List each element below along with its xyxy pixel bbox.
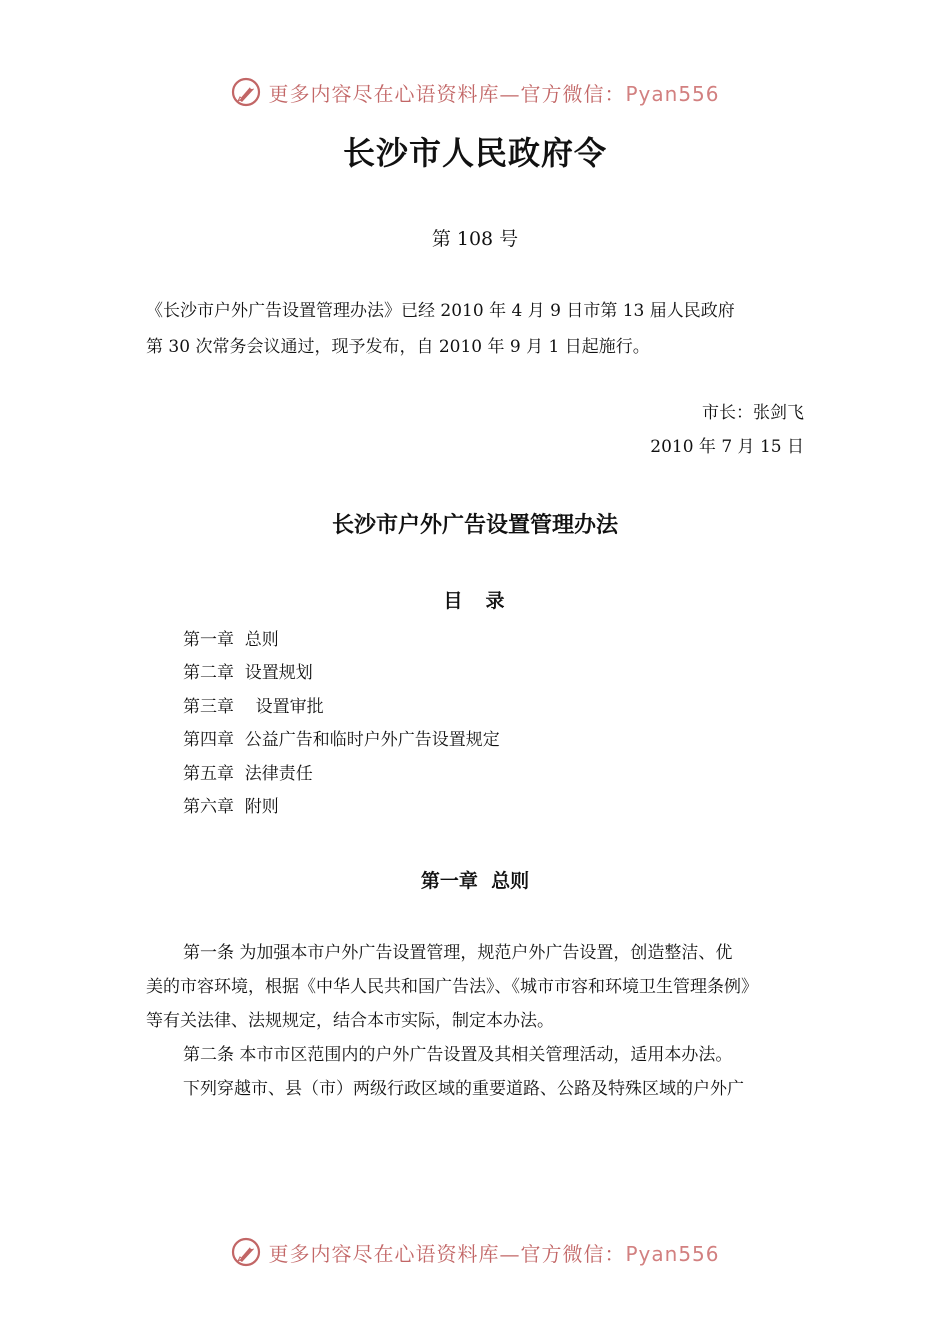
- watermark-banner-bottom: [0, 1232, 950, 1272]
- wechat-id: Pyan556: [625, 1241, 720, 1266]
- toc-item: 第一章 总则: [183, 630, 279, 650]
- watermark-text: 更多内容尽在心语资料库—官方微信：Pyan556: [268, 81, 720, 106]
- regulation-title: 长沙市户外广告设置管理办法: [331, 512, 618, 538]
- body-line: 等有关法律、法规规定，结合本市实际，制定本办法。: [146, 1011, 554, 1031]
- watermark-banner-top: [0, 72, 950, 112]
- toc-title: 目 录: [443, 590, 507, 612]
- watermark-inner: [230, 76, 719, 108]
- watermark-inner: [230, 1236, 719, 1268]
- table-of-contents: [183, 624, 500, 824]
- wechat-id: Pyan556: [625, 81, 720, 106]
- watermark-text: 更多内容尽在心语资料库—官方微信：Pyan556: [268, 1241, 720, 1266]
- body-line: 下列穿越市、县（市）两级行政区域的重要道路、公路及特殊区域的户外广: [183, 1079, 744, 1099]
- chapter-heading: 第一章 总则: [420, 870, 530, 892]
- page-title: 长沙市人民政府令: [342, 134, 607, 172]
- toc-item: 第五章 法律责任: [183, 763, 313, 784]
- body-line: 美的市容环境，根据《中华人民共和国广告法》、《城市市容和环境卫生管理条例》: [146, 977, 758, 997]
- signer: 市长：张剑飞: [702, 403, 804, 423]
- toc-item: 第四章 公益广告和临时户外广告设置规定: [183, 730, 500, 751]
- signature-date: 2010 年 7 月 15 日: [650, 437, 804, 457]
- body-line: 第一条 为加强本市户外广告设置管理，规范户外广告设置，创造整洁、优: [183, 943, 733, 963]
- body-line: 第二条 本市市区范围内的户外广告设置及其相关管理活动，适用本办法。: [183, 1045, 733, 1065]
- order-number: 第 108 号: [431, 228, 519, 250]
- toc-item: 第三章 设置审批: [183, 696, 324, 717]
- announcement-line-2: 第 30 次常务会议通过，现予发布，自 2010 年 9 月 1 日起施行。: [146, 337, 650, 357]
- toc-item: 第六章 附则: [183, 796, 279, 817]
- pen-logo-icon: [230, 1236, 262, 1268]
- toc-item: 第二章 设置规划: [183, 663, 313, 684]
- announcement-line-1: 《长沙市户外广告设置管理办法》已经 2010 年 4 月 9 日市第 13 届人民政府: [146, 301, 735, 321]
- pen-logo-icon: [230, 76, 262, 108]
